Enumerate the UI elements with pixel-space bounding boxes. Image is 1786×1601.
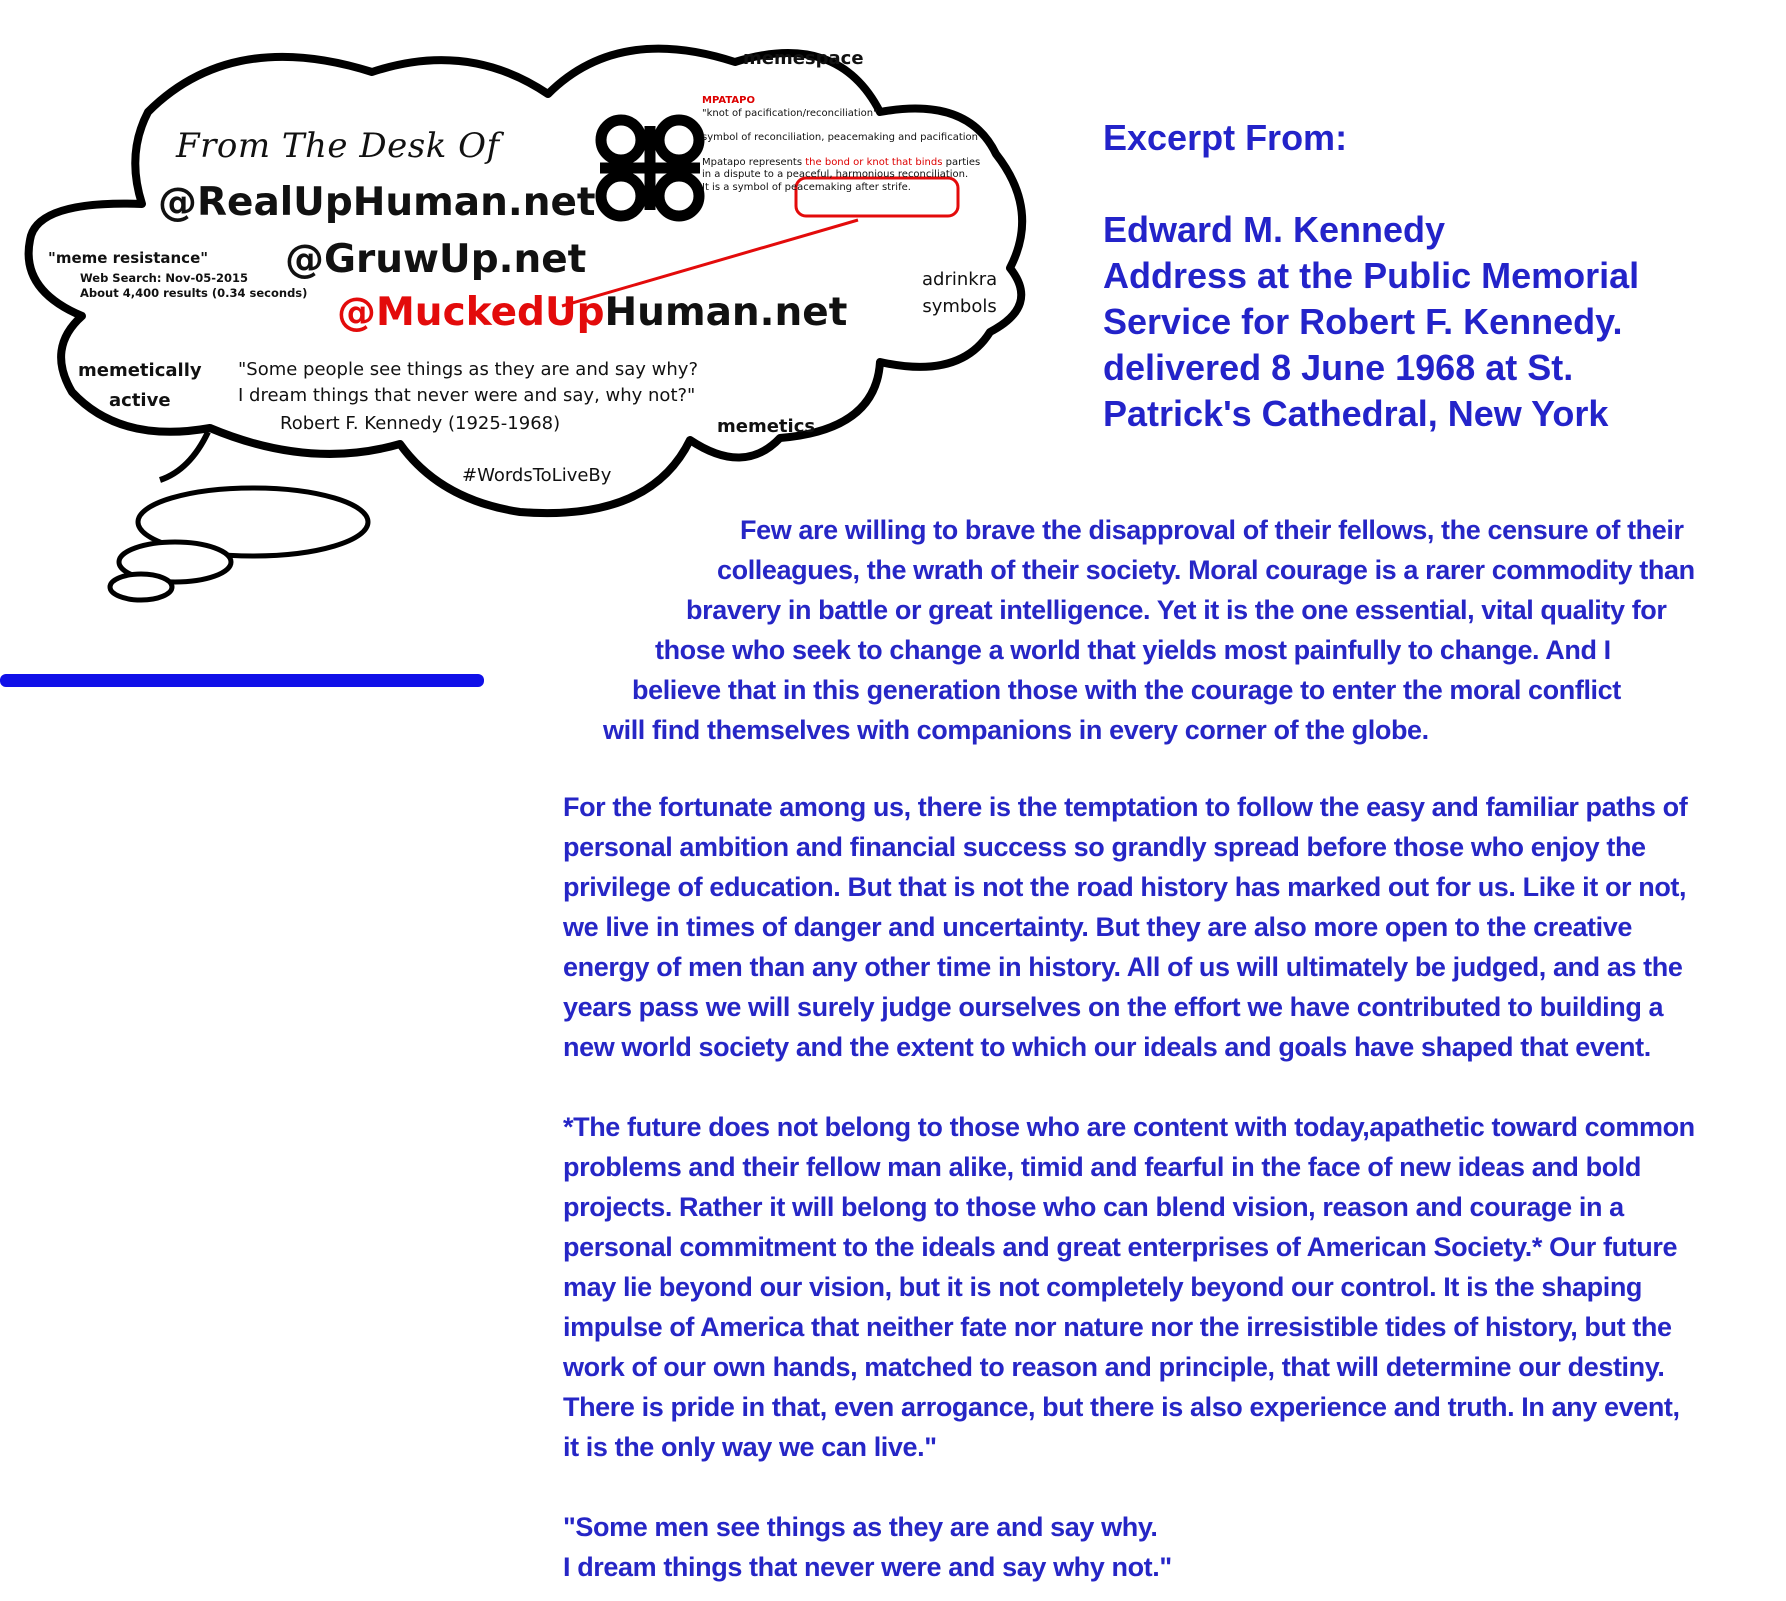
tag-memetically: memetically <box>78 360 202 381</box>
adinkra-definition <box>702 95 1002 194</box>
speech-line: it is the only way we can live." <box>563 1432 937 1462</box>
adinkra-meaning: "knot of pacification/reconciliation" <box>702 107 878 119</box>
bubble-quote-line-1: "Some people see things as they are and say why? <box>238 359 699 380</box>
tag-hashtag: #WordsToLiveBy <box>462 465 612 486</box>
handle-muckedup-red: @MuckedUp <box>337 290 605 335</box>
speech-line: For the fortunate among us, there is the temptation to follow the easy and familiar paths of <box>563 792 1688 822</box>
excerpt-line: Patrick's Cathedral, New York <box>1103 393 1609 434</box>
adinkra-symbol-line: symbol of reconciliation, peacemaking and pacification <box>702 132 978 143</box>
tag-adrinkra-symbols <box>922 266 997 320</box>
tag-adrinkra: adrinkra <box>922 269 998 290</box>
speech-line: projects. Rather it will belong to those who can blend vision, reason and courage in a <box>563 1192 1624 1222</box>
tag-symbols: symbols <box>922 296 997 317</box>
blue-divider-bar <box>0 674 484 687</box>
speech-line: work of our own hands, matched to reason and principle, that will determine our destiny. <box>563 1352 1665 1382</box>
speech-line: we live in times of danger and uncertainty. But they are also more open to the creative <box>563 912 1632 942</box>
bubble-quote-line-2: I dream things that never were and say, why not?" <box>238 385 696 406</box>
bubble-quote <box>238 357 698 409</box>
adinkra-desc-line-2: in a dispute to a peaceful, harmonious reconciliation. <box>702 169 969 180</box>
speech-line: energy of men than any other time in history. All of us will ultimately be judged, and as the <box>563 952 1683 982</box>
excerpt-heading <box>1103 115 1743 437</box>
speech-line: may lie beyond our vision, but it is not completely beyond our control. It is the shaping <box>563 1272 1643 1302</box>
quote-attribution: Robert F. Kennedy (1925-1968) <box>280 413 561 434</box>
excerpt-label: Excerpt From: <box>1103 117 1348 158</box>
speech-paragraph-4 <box>563 1507 1172 1587</box>
speech-line: personal commitment to the ideals and great enterprises of American Society.* Our future <box>563 1232 1678 1262</box>
excerpt-line: Address at the Public Memorial <box>1103 255 1640 296</box>
speech-line: "Some men see things as they are and say why. <box>563 1512 1158 1542</box>
tag-memetically-active <box>78 356 202 416</box>
handle-muckeduphuman <box>337 290 847 335</box>
speech-line: I dream things that never were and say why not." <box>563 1552 1172 1582</box>
speech-line: There is pride in that, even arrogance, but there is also experience and truth. In any event, <box>563 1392 1680 1422</box>
speech-line: impulse of America that neither fate nor nature nor the irresistible tides of history, but the <box>563 1312 1672 1342</box>
web-search-date: Web Search: Nov-05-2015 <box>80 271 249 285</box>
excerpt-line: Edward M. Kennedy <box>1103 209 1446 250</box>
handle-gruwup: @GruwUp.net <box>285 237 587 282</box>
web-search-results: About 4,400 results (0.34 seconds) <box>80 286 308 300</box>
tag-memetics: memetics <box>717 416 816 437</box>
speech-line: Few are willing to brave the disapproval of their fellows, the censure of their <box>740 515 1684 545</box>
speech-line: will find themselves with companions in every corner of the globe. <box>603 715 1429 745</box>
adinkra-desc-pre: Mpatapo represents <box>702 156 806 168</box>
tag-meme-resistance: "meme resistance" <box>48 249 209 267</box>
speech-paragraph-2 <box>563 787 1687 1067</box>
speech-line: years pass we will surely judge ourselves on the effort we have contributed to building a <box>563 992 1664 1022</box>
adinkra-title: MPATAPO <box>702 95 755 106</box>
speech-line: those who seek to change a world that yields most painfully to change. And I <box>655 635 1611 665</box>
tag-active: active <box>109 390 171 411</box>
speech-line: problems and their fellow man alike, timid and fearful in the face of new ideas and bold <box>563 1152 1641 1182</box>
web-search-info <box>80 271 307 301</box>
excerpt-line: delivered 8 June 1968 at St. <box>1103 347 1574 388</box>
speech-line: *The future does not belong to those who are content with today,apathetic toward common <box>563 1112 1695 1142</box>
desk-title: From The Desk Of <box>176 126 500 166</box>
adinkra-desc-post: parties <box>942 156 981 168</box>
speech-line: believe that in this generation those with the courage to enter the moral conflict <box>632 675 1621 705</box>
adinkra-desc-highlight: the bond or knot that binds <box>805 156 943 168</box>
adinkra-desc-line-1 <box>702 157 1002 170</box>
speech-paragraph-3 <box>563 1107 1695 1467</box>
tag-memespace: memespace <box>743 48 864 69</box>
speech-line: bravery in battle or great intelligence. Yet it is the one essential, vital quality for <box>686 595 1667 625</box>
speech-line: colleagues, the wrath of their society. Moral courage is a rarer commodity than <box>717 555 1695 585</box>
mpatapo-knot-icon <box>600 120 700 216</box>
handle-human-net: Human.net <box>604 290 848 335</box>
speech-line: privilege of education. But that is not the road history has marked out for us. Like it or not, <box>563 872 1687 902</box>
excerpt-line: Service for Robert F. Kennedy. <box>1103 301 1623 342</box>
speech-line: personal ambition and financial success so grandly spread before those who enjoy the <box>563 832 1646 862</box>
adinkra-desc-line-3: It is a symbol of peacemaking after strife. <box>702 181 911 193</box>
speech-line: new world society and the extent to which our ideals and goals have shaped that event. <box>563 1032 1651 1062</box>
handle-realuphuman: @RealUpHuman.net <box>158 180 596 225</box>
